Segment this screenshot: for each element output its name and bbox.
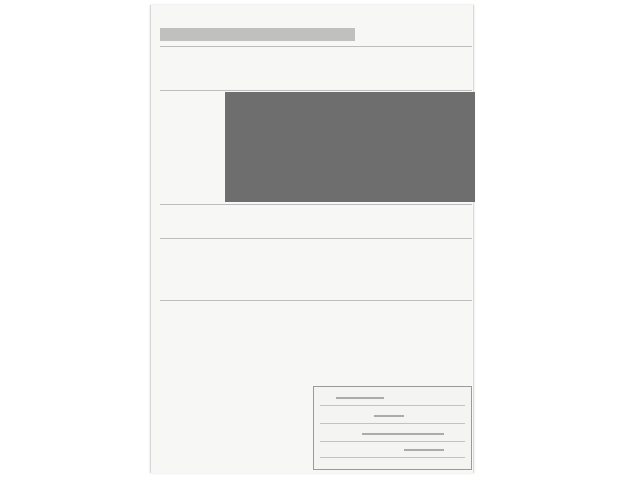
form-section-divider <box>160 204 472 205</box>
redacted-block <box>225 92 475 202</box>
form-section-divider <box>160 238 472 239</box>
handwritten-memo <box>313 386 472 470</box>
form-section-divider <box>160 300 472 301</box>
form-title <box>160 28 355 41</box>
form-section-divider <box>160 46 472 47</box>
form-section-divider <box>160 90 472 91</box>
